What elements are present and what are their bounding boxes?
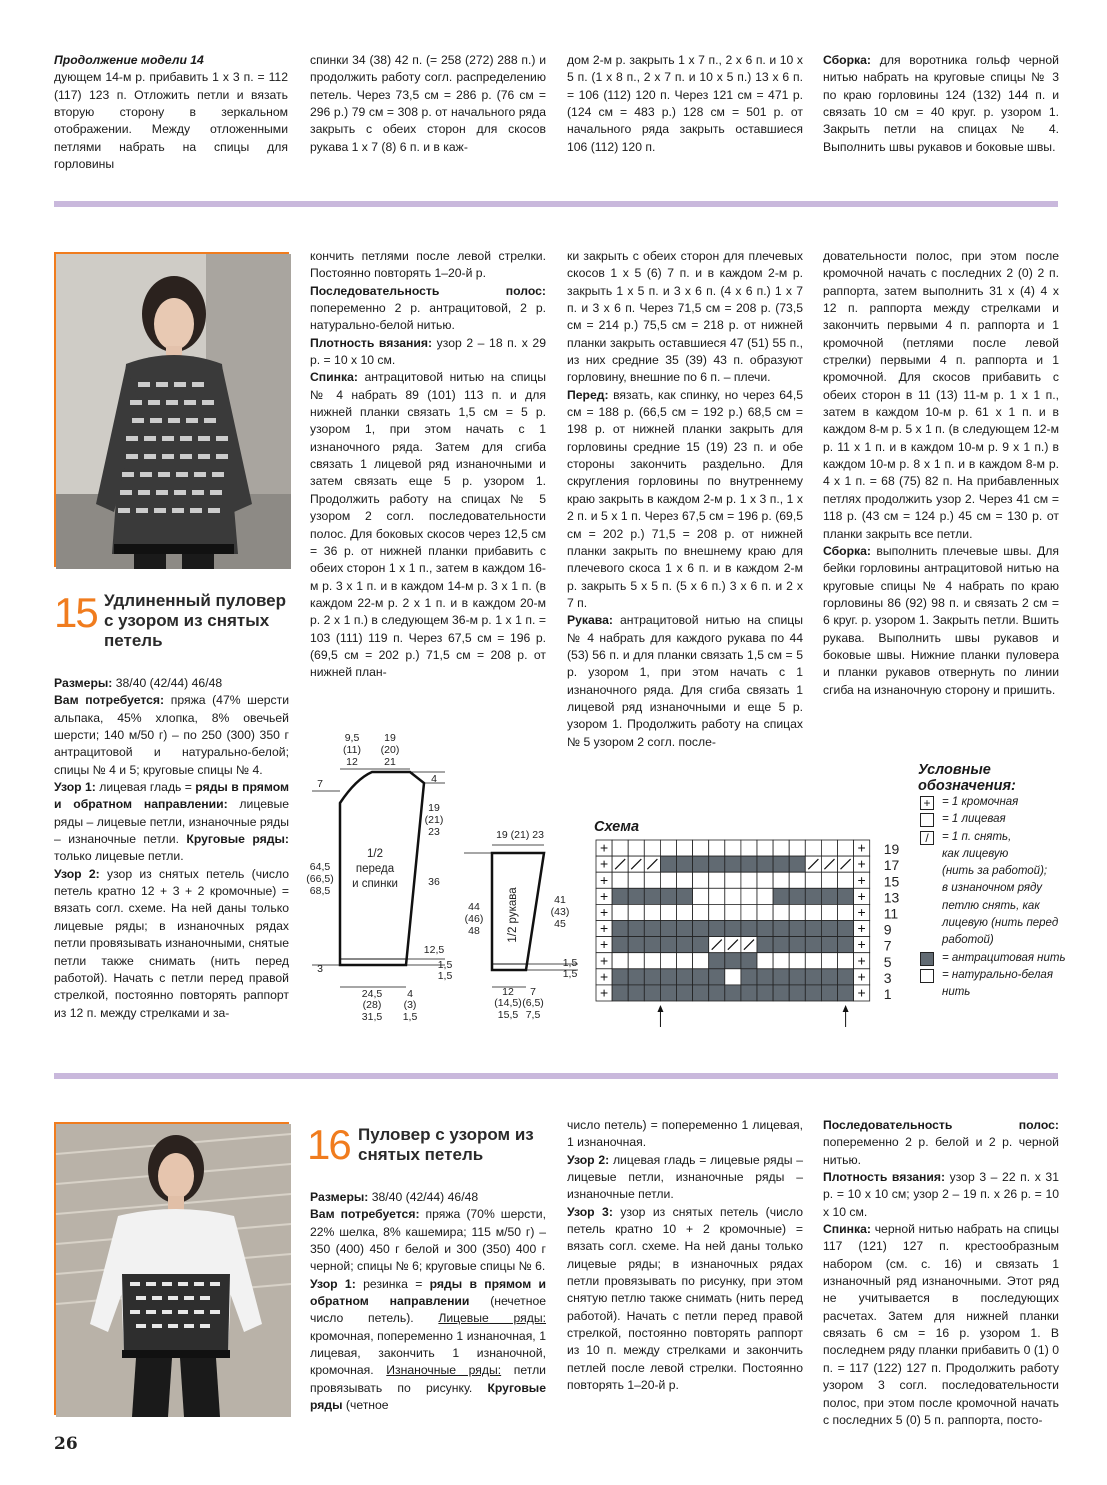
dim-label: (28) — [362, 999, 382, 1011]
chart-cell — [741, 904, 757, 920]
legend-title: Условные — [918, 762, 991, 778]
chart-cell — [821, 969, 837, 985]
edge-stitch-mark: + — [599, 855, 609, 872]
chart-cell — [628, 953, 644, 969]
front-back-diagram — [300, 725, 465, 1025]
continuation-heading: Продолжение модели 14 — [54, 53, 204, 67]
edge-stitch-mark: + — [599, 871, 609, 888]
dim-label: (14,5) — [494, 997, 522, 1009]
chart-cell — [612, 953, 628, 969]
edge-stitch-mark: + — [857, 952, 866, 969]
chart-cell — [773, 904, 789, 920]
dim-label: 7 — [317, 778, 323, 790]
chart-cell — [693, 888, 709, 904]
chart-cell — [821, 888, 837, 904]
chart-cell — [677, 840, 693, 856]
model-15-column-3 — [567, 248, 803, 783]
chart-cell — [789, 856, 805, 872]
dim-label: 36 — [428, 876, 440, 888]
model-16-column-3 — [823, 1117, 1059, 1427]
chart-cell — [757, 937, 773, 953]
chart-cell — [773, 888, 789, 904]
legend-item-white: = натурально-белая — [918, 967, 1068, 984]
model-15-column-2 — [310, 248, 546, 693]
dim-label: 12 — [346, 756, 358, 768]
chart-cell — [677, 872, 693, 888]
paragraph: Спинка: антрацитовой нитью на спицы № 4 набрать 89 (101) 113 п. и для нижней планки связать 1,5 см = 5 р. узором 1, при этом начать с 1 изнаночного ряда. Затем для сгиба связать 1 лицевой ряд изнаночными и затем связать еще 5 р. узором 1. Продолжить работу на спицах № 5 узором 2 согл. последовательности полос. Для боковых скосов через 12,5 см = 36 р. от нижней планки прибавить с обеих сторон 1 х 1 п., затем в каждом 16-м р. 3 х 1 п. и в каждом 14-м р. 3 х 1 п. (в каждом 22-м р. 2 х 1 п. и в каждом 20-м р. 2 х 1 п.) в следующем 36-м р. 1 х 1 п. = 103 (111) 119 п. Через 67,5 см = 196 р. (69,5 см = 202 р.) 71,5 см = 208 р. от нижней план- — [310, 370, 546, 680]
dim-label: 41 — [554, 894, 566, 906]
chart-cell — [693, 985, 709, 1001]
chart-cell — [693, 840, 709, 856]
chart-cell — [612, 985, 628, 1001]
chart-cell — [838, 937, 854, 953]
chart-cell — [741, 888, 757, 904]
dim-label: 45 — [554, 918, 566, 930]
dim-label: (21) — [424, 814, 444, 826]
plus-icon: + — [920, 796, 934, 810]
dim-label: (43) — [550, 906, 570, 918]
edge-stitch-mark: + — [857, 984, 866, 1001]
chart-cell — [821, 937, 837, 953]
model-15-illustration — [56, 254, 291, 569]
row-number-label: 7 — [883, 937, 892, 954]
row-number-label: 19 — [883, 841, 900, 858]
model-number: 16 — [307, 1121, 350, 1168]
chart-cell — [773, 856, 789, 872]
edge-stitch-mark: + — [857, 855, 866, 872]
chart-cell — [838, 840, 854, 856]
chart-cell — [612, 937, 628, 953]
chart-cell — [725, 904, 741, 920]
paragraph: Узор 2: лицевая гладь = лицевые ряды – лицевые петли, изнаночные ряды – изнаночные петли. — [567, 1152, 803, 1202]
chart-cell — [838, 904, 854, 920]
edge-stitch-mark: + — [857, 920, 866, 937]
chart-cell — [660, 856, 676, 872]
chart-cell — [677, 953, 693, 969]
chart-cell — [660, 953, 676, 969]
chart-cell — [757, 888, 773, 904]
legend-item-knit: = 1 лицевая — [918, 811, 1068, 828]
chart-cell — [725, 872, 741, 888]
assembly-label: Сборка: — [823, 53, 871, 67]
chart-cell — [805, 921, 821, 937]
chart-cell — [628, 904, 644, 920]
chart-cell — [741, 985, 757, 1001]
chart-cell — [805, 969, 821, 985]
chart-cell — [741, 872, 757, 888]
edge-stitch-mark: + — [857, 871, 866, 888]
chart-cell — [789, 921, 805, 937]
sleeve-diagram — [460, 825, 585, 1025]
row-number-label: 9 — [883, 921, 892, 938]
dim-label: 31,5 — [361, 1011, 383, 1023]
model-15-column-4 — [823, 248, 1059, 748]
chart-cell — [838, 953, 854, 969]
paragraph: кончить петлями после левой стрелки. Постоянно повторять 1–20-й р. — [310, 249, 546, 281]
legend-text: нить — [942, 986, 971, 999]
edge-stitch-mark: + — [599, 984, 609, 1001]
paragraph: дом 2-м р. закрыть 1 х 7 п., 2 х 6 п. и 10 х 5 п. (1 х 8 п., 2 х 7 п. и 10 х 5 п.) 13 х 6 п. = 106 (112) 120 п. Через 121 см = 471 р. (124 см = 483 р.) 128 см = 501 р. от начального ряда закрыть оставшиеся 106 (112) 120 п. — [567, 53, 803, 154]
chart-cell — [693, 904, 709, 920]
chart-cell — [725, 969, 741, 985]
edge-stitch-mark: + — [599, 887, 609, 904]
pattern-1-para: Узор 1: лицевая гладь = ряды в прямом и обратном направлении: лицевые ряды – лицевые петли, изнаночные ряды – изнаночные петли. Круговые ряды: только лицевые петли. — [54, 780, 290, 864]
dim-label: (66,5) — [306, 873, 334, 885]
chart-cell — [725, 856, 741, 872]
sizes-line: Размеры: 38/40 (42/44) 46/48 — [310, 1190, 479, 1204]
chart-cell — [821, 953, 837, 969]
chart-cell — [773, 921, 789, 937]
chart-cell — [709, 921, 725, 937]
dim-label: 4 — [407, 988, 413, 1000]
dim-label: 7,5 — [525, 1009, 541, 1021]
chart-cell — [757, 953, 773, 969]
chart-cell — [821, 985, 837, 1001]
chart-cell — [757, 856, 773, 872]
dim-label: 1,5 — [437, 959, 453, 971]
dim-label: 48 — [468, 925, 480, 937]
chart-cell — [805, 985, 821, 1001]
legend — [918, 762, 1068, 1002]
row-number-label: 13 — [883, 889, 900, 906]
legend-text: (нить за работой); — [942, 865, 1048, 878]
dim-label: 12 — [502, 986, 514, 998]
chart-cell — [757, 921, 773, 937]
dim-label: (20) — [380, 744, 400, 756]
chart-cell — [660, 921, 676, 937]
chart-cell — [725, 888, 741, 904]
chart-cell — [628, 888, 644, 904]
chart-cell — [693, 921, 709, 937]
chart-cell — [805, 888, 821, 904]
page-number: 26 — [54, 1434, 78, 1454]
chart-cell — [693, 856, 709, 872]
chart-cell — [660, 888, 676, 904]
arrow-head-icon — [843, 1005, 849, 1012]
chart-cell — [789, 969, 805, 985]
chart-cell — [709, 840, 725, 856]
paragraph: Последовательность полос: попеременно 2 р. антрацитовой, 2 р. натурально-белой нитью. — [310, 283, 546, 333]
chart-cell — [789, 904, 805, 920]
edge-stitch-mark: + — [857, 904, 866, 920]
pattern-1-para: Узор 1: резинка = ряды в прямом и обратном направлении (нечетное число петель). Лицевые ряды: кромочная, попеременно 1 изнаночная, 1 лицевая, закончить 1 изнаночной, кромочная. Изнаночные ряды: петли провязывать по рисунку. Круговые ряды (четное — [310, 1276, 547, 1413]
chart-cell — [677, 904, 693, 920]
top-column-3 — [567, 52, 803, 164]
legend-text: петлю снять, как — [942, 899, 1040, 912]
chart-cell — [789, 888, 805, 904]
materials-para: Вам потребуется: пряжа (70% шерсти, 22% шелка, 8% кашемира; 115 м/50 г) – 350 (400) 450 г белой и 300 (350) 400 г черной; спицы № 6; круговые спицы № 6. — [310, 1207, 546, 1274]
model-16-column-2 — [567, 1117, 803, 1421]
chart-cell — [709, 985, 725, 1001]
chart-cell — [838, 969, 854, 985]
legend-item-anthracite: = антрацитовая нить — [918, 950, 1068, 967]
model-16-photo — [54, 1122, 289, 1415]
model-16-illustration — [56, 1124, 291, 1417]
chart-cell — [628, 969, 644, 985]
chart-cell — [660, 985, 676, 1001]
dim-label: 23 — [428, 826, 440, 838]
row-number-label: 1 — [883, 986, 892, 1002]
stitch-pattern-chart — [594, 838, 904, 1028]
chart-cell — [628, 921, 644, 937]
chart-cell — [709, 969, 725, 985]
row-number-label: 15 — [883, 873, 900, 890]
chart-cell — [773, 872, 789, 888]
sizes-line: Размеры: 38/40 (42/44) 46/48 — [54, 676, 223, 690]
chart-cell — [612, 969, 628, 985]
model-15-column-1 — [54, 675, 289, 1035]
chart-cell — [741, 969, 757, 985]
paragraph: Перед: вязать, как спинку, но через 64,5 см = 188 р. (66,5 см = 192 р.) 68,5 см = 198 р. от нижней планки закрыть для горловины средние 15 (19) 23 п. и обе стороны закончить раздельно. Для скругления горловины по внутреннему краю закрыть в каждом 2-м р. 1 х 3 п., 1 х 2 п. и 5 х 1 п. Через 67,5 см = 196 р. (69,5 см = 202 р.) 71,5 = 208 р. от нижней планки закрыть по внешнему краю для плечевого скоса 1 х 6 п. и в каждом 2-м р. закрыть 5 х 5 п. (5 х 6 п.) 3 х 6 п. и 2 х 7 п. — [567, 387, 803, 610]
chart-cell — [660, 937, 676, 953]
top-column-1 — [54, 52, 288, 172]
chart-cell — [693, 953, 709, 969]
dim-label: 1,5 — [402, 1011, 418, 1023]
row-number-label: 3 — [883, 969, 892, 986]
chart-cell — [725, 953, 741, 969]
legend-item-slip: / = 1 п. снять, — [918, 829, 1068, 846]
chart-cell — [644, 840, 660, 856]
chart-cell — [612, 840, 628, 856]
dark-square-icon — [920, 952, 934, 966]
chart-cell — [628, 985, 644, 1001]
chart-cell — [628, 872, 644, 888]
paragraph: Последовательность полос: попеременно 2 р. белой и 2 р. черной нитью. — [823, 1118, 1059, 1167]
legend-text: работой) — [942, 934, 994, 947]
chart-cell — [773, 953, 789, 969]
legend-text: в изнаночном ряду — [942, 882, 1043, 895]
row-number-label: 17 — [883, 857, 900, 874]
chart-cell — [789, 872, 805, 888]
edge-stitch-mark: + — [599, 904, 609, 920]
legend-item-edge: + = 1 кромочная — [918, 794, 1068, 811]
edge-stitch-mark: + — [857, 968, 866, 985]
dim-label: 64,5 — [309, 861, 331, 873]
edge-stitch-mark: + — [599, 920, 609, 937]
model-title: Удлиненный пуловер с узором из снятых петель — [104, 591, 287, 650]
dim-label: 19 — [384, 732, 396, 744]
chart-cell — [644, 985, 660, 1001]
chart-cell — [644, 953, 660, 969]
dim-label: 21 — [384, 756, 396, 768]
chart-cell — [677, 985, 693, 1001]
chart-cell — [709, 856, 725, 872]
dim-label: 1,5 — [562, 957, 578, 969]
chart-cell — [677, 937, 693, 953]
paragraph: для воротника гольф черной нитью набрать на круговые спицы № 3 по краю горловины 124 (132) 144 п. и связать 10 см = 40 круг. р. узором 1. Закрыть петли на спицах № 4. Выполнить швы рукавов и боковые швы. — [823, 53, 1059, 154]
chart-cell — [773, 937, 789, 953]
chart-cell — [805, 840, 821, 856]
chart-cell — [741, 840, 757, 856]
dim-label: 1,5 — [562, 968, 578, 980]
chart-cell — [741, 953, 757, 969]
dim-label: 24,5 — [361, 988, 383, 1000]
edge-stitch-mark: + — [857, 887, 866, 904]
chart-cell — [838, 921, 854, 937]
dim-label: 7 — [530, 986, 536, 998]
chart-cell — [789, 840, 805, 856]
chart-cell — [805, 953, 821, 969]
chart-cell — [821, 921, 837, 937]
paragraph: ки закрыть с обеих сторон для плечевых скосов 1 х 5 (6) 7 п. и в каждом 2-м р. закрыть 1 х 5 п. и 3 х 6 п. (4 х 6 п.) 1 х 7 п. и 3 х 6 п. Через 71,5 см = 208 р. (73,5 см = 214 р.) 75,5 см = 218 р. от нижней планки закрыть оставшиеся 47 (51) 55 п., из них средние 35 (39) 43 п. образуют горловину, внешние по 6 п. – плечи. — [567, 249, 803, 385]
chart-cell — [709, 953, 725, 969]
chart-cell — [709, 872, 725, 888]
model-16-column-1 — [310, 1189, 546, 1421]
chart-cell — [644, 937, 660, 953]
edge-stitch-mark: + — [599, 968, 609, 985]
chart-cell — [644, 904, 660, 920]
chart-cell — [838, 985, 854, 1001]
chart-cell — [628, 840, 644, 856]
chart-cell — [805, 872, 821, 888]
piece-label: переда — [355, 863, 395, 875]
dim-label: 9,5 — [344, 732, 360, 744]
edge-stitch-mark: + — [857, 839, 866, 856]
empty-square-icon — [920, 813, 934, 827]
chart-cell — [628, 937, 644, 953]
dim-label: 19 — [428, 802, 440, 814]
chart-cell — [612, 888, 628, 904]
chart-cell — [757, 904, 773, 920]
dim-label: 3 — [317, 963, 323, 975]
chart-cell — [644, 921, 660, 937]
chart-cell — [773, 969, 789, 985]
piece-label: и спинки — [352, 878, 398, 890]
empty-square-icon — [920, 969, 934, 983]
chart-cell — [757, 969, 773, 985]
top-column-4 — [823, 52, 1059, 164]
model-number: 15 — [54, 589, 97, 636]
chart-cell — [757, 872, 773, 888]
paragraph: число петель) = попеременно 1 лицевая, 1 изнаночная. — [567, 1118, 803, 1150]
paragraph: Плотность вязания: узор 3 – 22 п. х 31 р. = 10 х 10 см; узор 2 – 19 п. х 26 р. = 10 х 10 см. — [823, 1170, 1059, 1219]
model-15-photo — [54, 252, 289, 567]
model-title: Пуловер с узором из снятых петель — [358, 1125, 534, 1164]
chart-cell — [693, 969, 709, 985]
chart-cell — [725, 840, 741, 856]
chart-cell — [693, 872, 709, 888]
edge-stitch-mark: + — [599, 952, 609, 969]
pattern-2-para: Узор 2: узор из снятых петель (число петель кратно 12 + 3 + 2 кромочные) = вязать согл. схеме. На ней даны только лицевые ряды; в изнаночных рядах петли провязывать изнаночными, снятые петли также снимать (нить перед работой). Начать с петли перед правой стрелкой, постоянно повторять раппорт из 12 п. между стрелками и за- — [54, 866, 290, 1020]
paragraph: Узор 3: узор из снятых петель (число петель кратно 10 + 2 кромочные) = вязать согл. схеме. На ней даны только лицевые ряды; в изнаночных рядах петли провязывать по рисунку, при этом снятую петлю также снимать (нить перед работой). Начать с петли перед правой стрелкой, постоянно повторять раппорт из 10 п. между стрелками и закончить петлей после левой стрелки. Постоянно повторять 1–20-й р. — [567, 1204, 803, 1393]
chart-cell — [660, 904, 676, 920]
arrow-head-icon — [657, 1005, 663, 1012]
section-divider — [54, 1073, 1058, 1079]
legend-text: лицевую (нить перед — [942, 917, 1059, 930]
chart-cell — [773, 840, 789, 856]
dim-label: (6,5) — [522, 997, 544, 1009]
chart-cell — [757, 840, 773, 856]
chart-cell — [838, 872, 854, 888]
chart-cell — [838, 888, 854, 904]
legend-title: обозначения: — [918, 778, 1016, 794]
chart-cell — [757, 985, 773, 1001]
paragraph: довательности полос, при этом после кромочной начать с последних 2 (0) 2 п. раппорта, затем выполнить 31 х (4) 4 х 12 п. раппорта между стрелками и закончить первыми 4 п. раппорта и 1 кромочной (петлями после левой стрелки) первыми 4 п. раппорта и 1 кромочной. Для скосов прибавить с обеих сторон в 11 (13) 11-м р. 1 х 1 п., затем в каждом 10-м р. 61 х 1 п. и в каждом 8-м р. 5 х 1 п. (в следующем 12-м р. 11 х 1 п. и в каждом 10-м р. 9 х 1 п.) в каждом 10-м р. 8 х 1 п. и в каждом 8-м р. 4 х 1 п. = 68 (75) 82 п. На прибавленных петлях продолжить узор 2. Через 41 см = 118 р. (43 см = 124 р.) 45 см = 130 р. от планки закрыть все петли. — [823, 249, 1059, 541]
chart-cell — [644, 969, 660, 985]
chart-cell — [725, 921, 741, 937]
materials-para: Вам потребуется: пряжа (47% шерсти альпака, 45% хлопка, 8% овечьей шерсти; 140 м/50 г) – по 250 (300) 350 г антрацитовой и натурально-белой; спицы № 4 и 5; круговые спицы № 4. — [54, 693, 289, 777]
dim-label: 15,5 — [497, 1009, 519, 1021]
dim-label: (46) — [464, 913, 484, 925]
chart-cell — [709, 888, 725, 904]
chart-cell — [741, 921, 757, 937]
paragraph: спинки 34 (38) 42 п. (= 258 (272) 288 п.) и продолжить работу согл. распределению петель. Через 73,5 см = 286 р. (76 см = 296 р.) 79 см = 308 р. от начального ряда закрыть с обеих сторон для скосов рукава 1 х 7 (8) 6 п. и в каж- — [310, 53, 546, 154]
row-number-label: 11 — [883, 905, 899, 922]
chart-cell — [789, 985, 805, 1001]
piece-label: 1/2 — [367, 848, 383, 860]
chart-cell — [612, 904, 628, 920]
chart-cell — [789, 953, 805, 969]
paragraph: Спинка: черной нитью набрать на спицы 117 (121) 127 п. крестообразным набором (см. с. 16) и связать 1 изнаночный ряд изнаночными. Этот ряд не учитывается в последующих расчетах. Затем для нижней планки связать 6 см = 16 р. узором 1. В последнем ряду планки прибавить 0 (1) 0 п. = 117 (122) 127 п. Продолжить работу узором 3 согл. последовательности полос, при этом после кромочной начать с последних 5 (0) 5 п. раппорта, посто- — [823, 1222, 1059, 1427]
chart-cell — [677, 969, 693, 985]
dim-label: (3) — [403, 999, 417, 1011]
top-column-2 — [310, 52, 546, 164]
chart-cell — [805, 904, 821, 920]
chart-cell — [612, 921, 628, 937]
chart-cell — [821, 840, 837, 856]
legend-text: как лицевую — [942, 847, 1009, 860]
chart-cell — [725, 985, 741, 1001]
chart-cell — [677, 856, 693, 872]
chart-cell — [644, 872, 660, 888]
chart-cell — [773, 985, 789, 1001]
dim-label: 68,5 — [309, 885, 331, 897]
dim-label: 19 (21) 23 — [496, 829, 544, 841]
dim-label: (11) — [343, 744, 361, 756]
chart-cell — [789, 937, 805, 953]
paragraph: Рукава: антрацитовой нитью на спицы № 4 набрать для каждого рукава по 44 (53) 56 п. и для планки связать 1,5 см = 5 р. узором 1, при этом начать с 1 изнаночного ряда. Для сгиба связать 1 лицевой ряд изнаночными и еще 5 р. узором 1. Продолжить работу на спицах № 5 узором 2 согл. после- — [567, 613, 803, 749]
chart-cell — [821, 904, 837, 920]
chart-cell — [805, 937, 821, 953]
dim-label: 44 — [468, 901, 480, 913]
paragraph: Плотность вязания: узор 2 – 18 п. х 29 р. = 10 х 10 см. — [310, 335, 546, 368]
chart-cell — [741, 856, 757, 872]
dim-label: 12,5 — [423, 944, 445, 956]
chart-cell — [660, 969, 676, 985]
dim-label: 1,5 — [437, 970, 453, 982]
chart-cell — [660, 872, 676, 888]
chart-title: Схема — [594, 819, 640, 835]
edge-stitch-mark: + — [599, 936, 609, 953]
row-number-label: 5 — [883, 953, 892, 970]
piece-label: 1/2 рукава — [507, 887, 519, 943]
chart-cell — [821, 872, 837, 888]
section-divider — [54, 201, 1058, 207]
chart-cell — [660, 840, 676, 856]
chart-cell — [644, 888, 660, 904]
chart-cell — [677, 921, 693, 937]
slash-icon: / — [920, 831, 934, 845]
edge-stitch-mark: + — [599, 839, 609, 856]
chart-cell — [677, 888, 693, 904]
edge-stitch-mark: + — [857, 936, 866, 953]
dim-label: 4 — [431, 773, 437, 785]
chart-cell — [612, 872, 628, 888]
paragraph: Сборка: выполнить плечевые швы. Для бейки горловины антрацитовой нитью на круговые спицы № 4 набрать по краю горловины 86 (92) 98 п. и связать 2 см = 6 круг. р. узором 1. Закрыть петли. Вшить рукава. Выполнить швы рукавов и боковые швы. Нижние планки пуловера и планки рукавов отвернуть по линии сгиба на изнаночную сторону и пришить. — [823, 543, 1059, 697]
paragraph: дующем 14-м р. прибавить 1 х 3 п. = 112 (117) 123 п. Отложить петли и вязать вторую сторону в зеркальном отображении. Между отложенными петлями набрать на спицы для горловины — [54, 70, 288, 172]
chart-cell — [693, 937, 709, 953]
chart-cell — [709, 904, 725, 920]
